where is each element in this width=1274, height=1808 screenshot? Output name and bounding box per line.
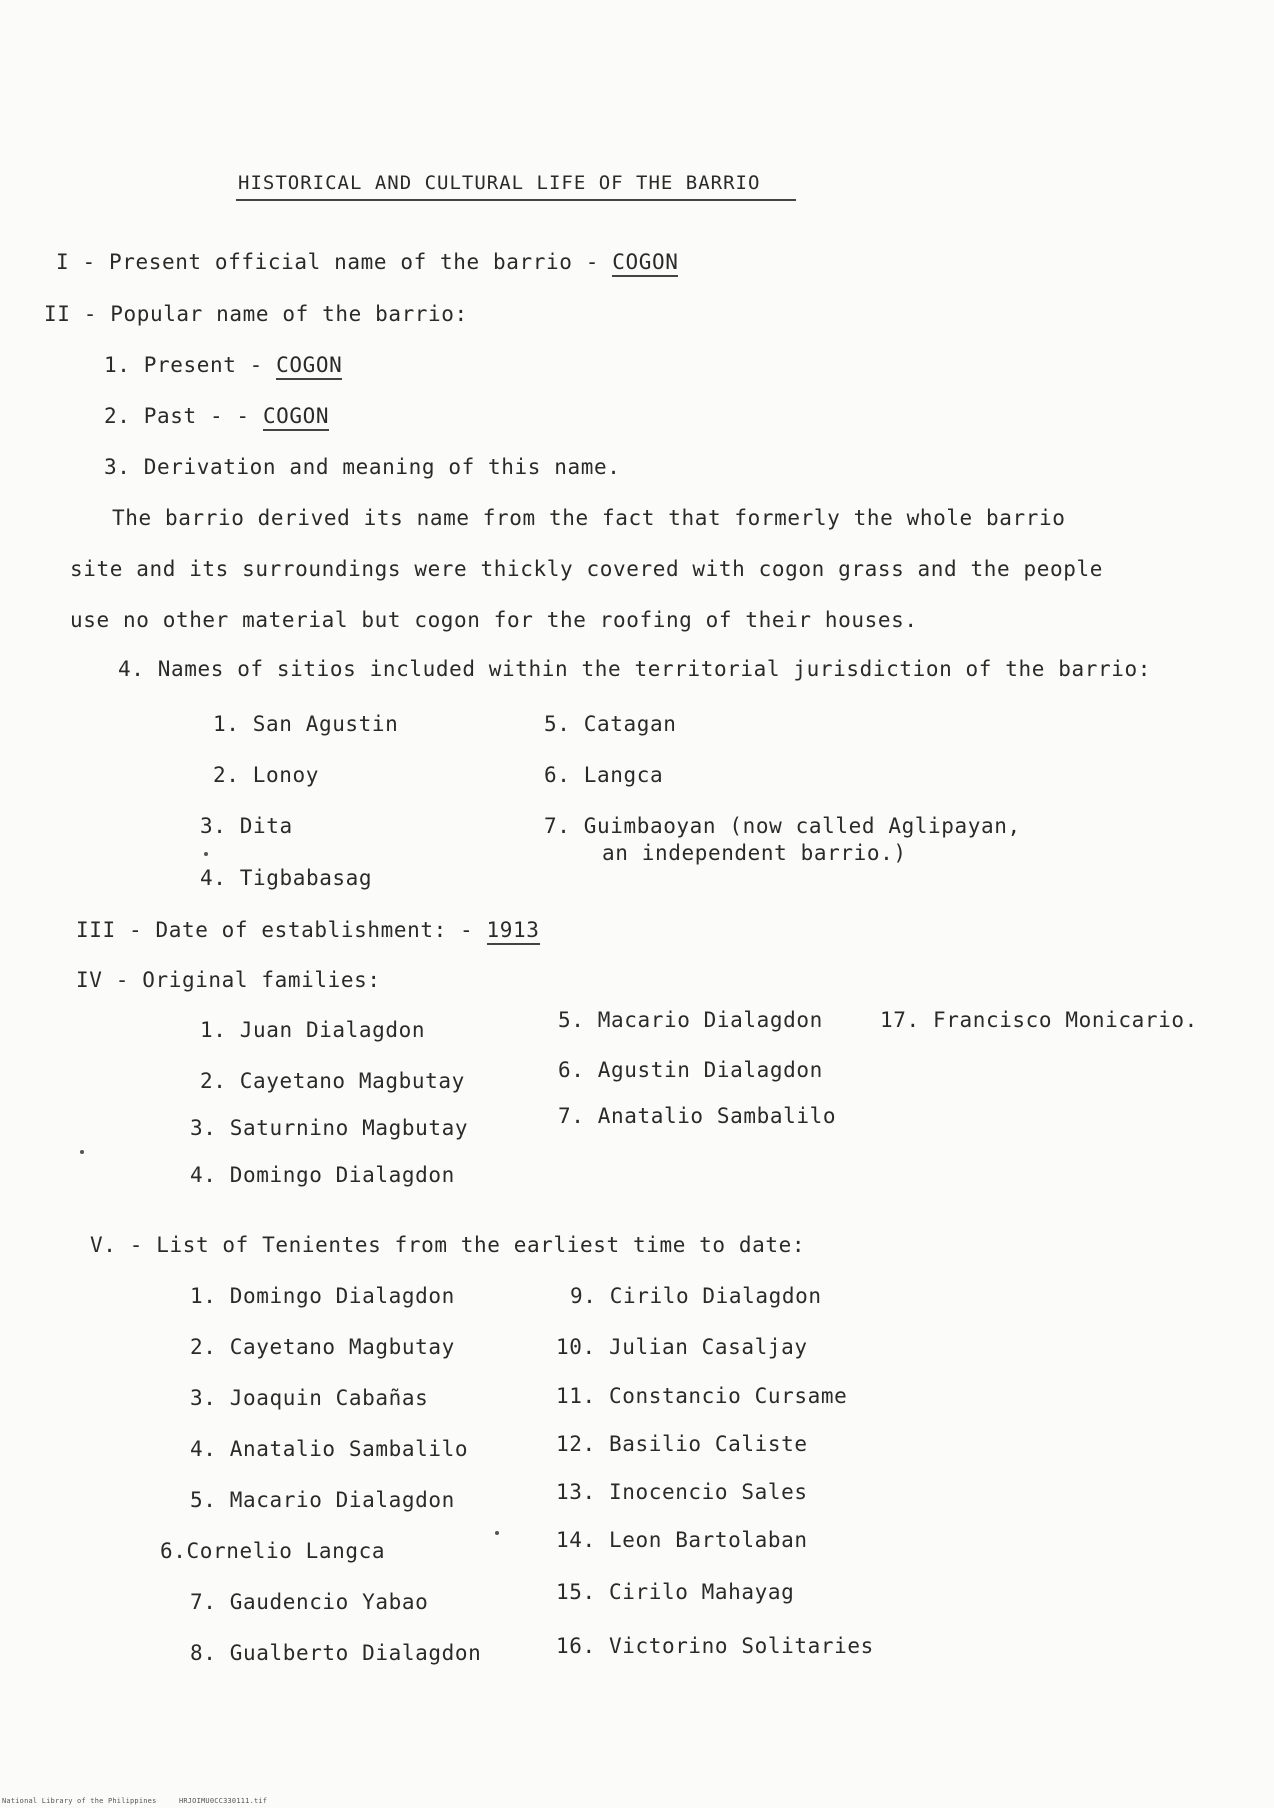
family-item: 17. Francisco Monicario. — [880, 1008, 1198, 1032]
sitio-item: 5. Catagan — [544, 712, 677, 736]
sitio-item: 4. Tigbabasag — [200, 866, 373, 890]
sitio-item: 2. Lonoy — [213, 763, 319, 787]
sitio-item: 1. San Agustin — [213, 712, 399, 736]
teniente-item: 1. Domingo Dialagdon — [190, 1284, 455, 1308]
derivation-line: The barrio derived its name from the fact that formerly the whole barrio — [112, 506, 1066, 530]
scan-speck — [495, 1531, 499, 1535]
sitio-item: 3. Dita — [200, 814, 293, 838]
teniente-item: 3. Joaquin Cabañas — [190, 1386, 429, 1410]
family-item: 3. Saturnino Magbutay — [190, 1116, 469, 1140]
tenientes-label: V. - List of Tenientes from the earliest time to date: — [90, 1233, 806, 1257]
section-1-line — [56, 250, 678, 274]
teniente-item: 14. Leon Bartolaban — [556, 1528, 808, 1552]
past-name-value: COGON — [263, 404, 329, 431]
past-name-line — [104, 404, 329, 428]
present-name-line — [104, 353, 342, 377]
scan-speck — [80, 1150, 84, 1154]
sitios-label: 4. Names of sitios included within the territorial jurisdiction of the barrio: — [118, 657, 1151, 681]
family-item: 4. Domingo Dialagdon — [190, 1163, 455, 1187]
teniente-item: 11. Constancio Cursame — [556, 1384, 848, 1408]
teniente-item: 5. Macario Dialagdon — [190, 1488, 455, 1512]
page-title: HISTORICAL AND CULTURAL LIFE OF THE BARRIO — [238, 172, 761, 194]
sitio-item: 7. Guimbaoyan (now called Aglipayan, — [544, 814, 1021, 838]
present-name-label: 1. Present - — [104, 353, 263, 377]
family-item: 2. Cayetano Magbutay — [200, 1069, 465, 1093]
teniente-item: 10. Julian Casaljay — [556, 1335, 808, 1359]
family-item: 7. Anatalio Sambalilo — [558, 1104, 837, 1128]
family-item: 1. Juan Dialagdon — [200, 1018, 426, 1042]
official-name-value: COGON — [612, 250, 678, 277]
sitio-item-continued: an independent barrio.) — [602, 841, 907, 865]
section-1-label: I - Present official name of the barrio - — [56, 250, 599, 274]
teniente-item: 2. Cayetano Magbutay — [190, 1335, 455, 1359]
teniente-item: 4. Anatalio Sambalilo — [190, 1437, 469, 1461]
sitio-item: 6. Langca — [544, 763, 664, 787]
footer-line — [2, 1797, 267, 1805]
teniente-item: 9. Cirilo Dialagdon — [570, 1284, 822, 1308]
title-underline — [236, 199, 796, 201]
teniente-item: 16. Victorino Solitaries — [556, 1634, 874, 1658]
section-2-label: II - Popular name of the barrio: — [44, 302, 468, 326]
families-label: IV - Original families: — [76, 968, 381, 992]
teniente-item: 13. Inocencio Sales — [556, 1480, 808, 1504]
scan-speck — [204, 852, 208, 856]
teniente-item: 15. Cirilo Mahayag — [556, 1580, 795, 1604]
establishment-year: 1913 — [487, 918, 540, 945]
teniente-item: 6.Cornelio Langca — [160, 1539, 386, 1563]
teniente-item: 8. Gualberto Dialagdon — [190, 1641, 482, 1665]
section-3-line — [76, 918, 540, 942]
derivation-line: use no other material but cogon for the roofing of their houses. — [70, 608, 918, 632]
footer-library: National Library of the Philippines — [2, 1797, 157, 1805]
establishment-label: III - Date of establishment: - — [76, 918, 474, 942]
derivation-line: site and its surroundings were thickly covered with cogon grass and the people — [70, 557, 1103, 581]
family-item: 5. Macario Dialagdon — [558, 1008, 823, 1032]
present-name-value: COGON — [276, 353, 342, 380]
teniente-item: 7. Gaudencio Yabao — [190, 1590, 429, 1614]
footer-file: HRJOIMU0CC330111.tif — [178, 1797, 268, 1805]
past-name-label: 2. Past - - — [104, 404, 250, 428]
derivation-label: 3. Derivation and meaning of this name. — [104, 455, 621, 479]
family-item: 6. Agustin Dialagdon — [558, 1058, 823, 1082]
teniente-item: 12. Basilio Caliste — [556, 1432, 808, 1456]
